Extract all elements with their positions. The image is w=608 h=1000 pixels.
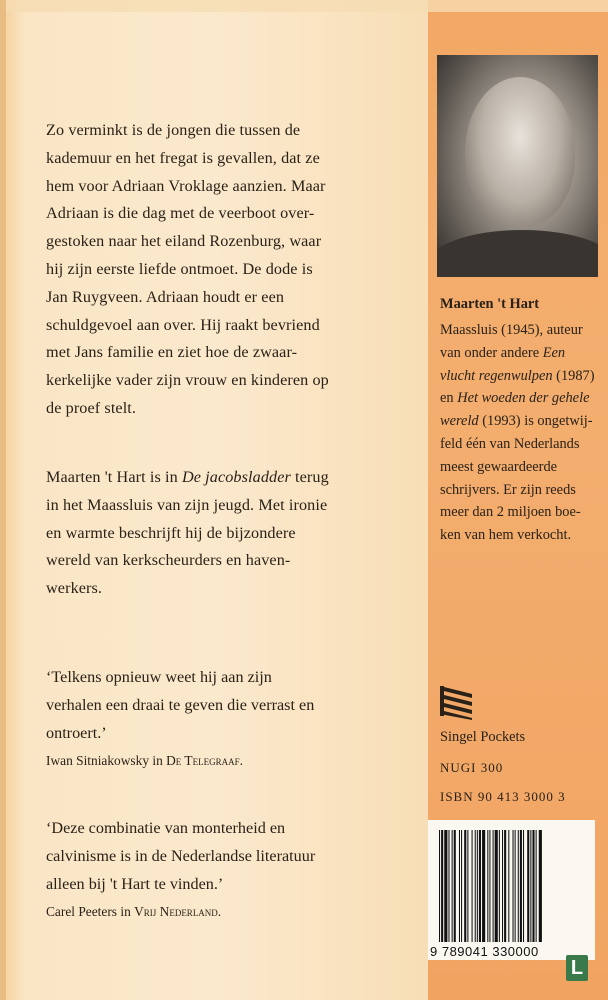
barcode-bar xyxy=(493,830,494,942)
text-line: schuldgevoel aan over. Hij raakt bevriend xyxy=(46,315,320,334)
text-line: ‘Telkens opnieuw weet hij aan zijn xyxy=(46,668,272,686)
text-line xyxy=(440,342,600,365)
text-span: en xyxy=(440,390,458,407)
review-quote-1 xyxy=(46,664,421,771)
text-span: Maarten 't Hart is in xyxy=(46,468,182,486)
barcode-bar xyxy=(487,830,488,942)
barcode-bar xyxy=(536,830,537,942)
text-line: Maassluis (1945), auteur xyxy=(440,322,583,338)
barcode-bar xyxy=(459,830,460,942)
barcode-bar xyxy=(499,830,500,942)
review-quote-2 xyxy=(46,815,421,922)
text-line xyxy=(46,464,421,492)
text-line: alleen bij 't Hart te vinden.’ xyxy=(46,874,224,893)
text-span: van onder andere xyxy=(440,344,543,361)
quote-attribution xyxy=(46,751,421,771)
author-bio xyxy=(440,319,600,547)
text-line: feld één van Nederlands xyxy=(440,435,580,452)
barcode-bar xyxy=(475,830,476,942)
text-line: verhalen een draai te geven die verrast en xyxy=(46,695,315,714)
text-line: schrijvers. Er zijn reeds xyxy=(440,481,576,498)
barcode-bar xyxy=(495,830,498,942)
barcode-bar xyxy=(448,830,449,942)
book-title: Het woeden der gehele xyxy=(457,390,590,407)
cover-top-edge xyxy=(0,0,608,12)
synopsis-paragraph-1 xyxy=(46,117,421,423)
publisher-name: Singel Pockets xyxy=(440,729,526,745)
book-title: De jacobsladder xyxy=(181,468,291,486)
author-name: Maarten 't Hart xyxy=(440,296,540,312)
barcode-bar xyxy=(532,830,534,942)
barcode-bar xyxy=(504,830,506,942)
barcode-bar xyxy=(477,830,478,942)
barcode-bar xyxy=(515,830,516,942)
barcode-bar xyxy=(439,830,440,942)
quote-source: De Telegraaf. xyxy=(166,753,243,769)
book-title: Een xyxy=(542,344,566,361)
text-line: ontroert.’ xyxy=(46,723,107,742)
text-line: ken van hem verkocht. xyxy=(440,527,572,544)
text-line xyxy=(440,410,600,433)
text-line: Adriaan is die dag met de veerboot over- xyxy=(46,204,315,223)
publisher-logo-icon xyxy=(440,686,472,720)
barcode-bar xyxy=(461,830,462,942)
barcode-bar xyxy=(441,830,443,942)
text-line: kademuur en het fregat is gevallen, dat ze xyxy=(46,148,320,167)
text-span: (1987) xyxy=(552,367,595,384)
barcode-bar xyxy=(539,830,542,942)
text-line: Zo verminkt is de jongen die tussen de xyxy=(46,121,301,139)
reviewer-name: Iwan Sitniakowsky in xyxy=(46,753,167,769)
spine-edge xyxy=(0,0,6,1000)
barcode-bar xyxy=(444,830,447,942)
text-line: in het Maassluis van zijn jeugd. Met ironie xyxy=(46,495,328,514)
barcode-bar xyxy=(530,830,531,942)
text-line: wereld van kerkscheurders en haven- xyxy=(46,551,291,570)
book-title: wereld xyxy=(440,413,479,430)
isbn-code: ISBN 90 413 3000 3 xyxy=(440,789,566,804)
barcode-bar xyxy=(513,830,514,942)
text-line: hem voor Adriaan Vroklage aanzien. Maar xyxy=(46,176,326,195)
text-line: met Jans familie en ziet hoe de zwaar- xyxy=(46,343,298,362)
barcode-bar xyxy=(482,830,485,942)
barcode-number: 9 789041 330000 xyxy=(430,944,539,959)
text-line: meer dan 2 miljoen boe- xyxy=(440,504,581,521)
text-line: meest gewaardeerde xyxy=(440,458,558,475)
reviewer-name: Carel Peeters in xyxy=(46,904,135,920)
barcode-bar xyxy=(479,830,481,942)
nugi-code: NUGI 300 xyxy=(440,760,504,775)
barcode-bar xyxy=(464,830,466,942)
text-line: hij zijn eerste liefde ontmoet. De dode is xyxy=(46,259,313,278)
barcode xyxy=(437,830,587,942)
text-line: en warmte beschrijft hij de bijzondere xyxy=(46,523,296,542)
text-line xyxy=(440,387,600,410)
book-title: vlucht regenwulpen xyxy=(440,367,553,384)
text-line xyxy=(440,365,600,388)
author-photo-shoulders xyxy=(437,230,598,277)
text-line: de proef stelt. xyxy=(46,398,137,417)
barcode-bar xyxy=(472,830,473,942)
barcode-bar xyxy=(508,830,509,942)
author-photo xyxy=(437,55,598,277)
text-line: werkers. xyxy=(46,579,103,598)
barcode-bar xyxy=(518,830,519,942)
text-span: (1993) is ongetwij- xyxy=(478,413,593,430)
text-span: terug xyxy=(290,468,329,486)
barcode-bar xyxy=(467,830,468,942)
text-line: Jan Ruygveen. Adriaan houdt er een xyxy=(46,287,285,306)
barcode-bar xyxy=(452,830,453,942)
barcode-bar xyxy=(527,830,529,942)
barcode-bar xyxy=(489,830,490,942)
synopsis-paragraph-2 xyxy=(46,464,421,603)
barcode-bar xyxy=(520,830,522,942)
quote-attribution xyxy=(46,902,421,922)
text-line: ‘Deze combinatie van monterheid en xyxy=(46,819,286,837)
text-line: kerkelijke vader zijn vrouw en kinderen op xyxy=(46,371,329,390)
barcode-bar xyxy=(523,830,524,942)
barcode-bar xyxy=(502,830,503,942)
library-label: L xyxy=(566,955,588,981)
text-line: gestoken naar het eiland Rozenburg, waar xyxy=(46,232,322,251)
author-photo-face xyxy=(465,77,575,227)
barcode-bar xyxy=(454,830,456,942)
text-line: calvinisme is in de Nederlandse literatuur xyxy=(46,846,316,865)
quote-source: Vrij Nederland. xyxy=(134,904,222,920)
